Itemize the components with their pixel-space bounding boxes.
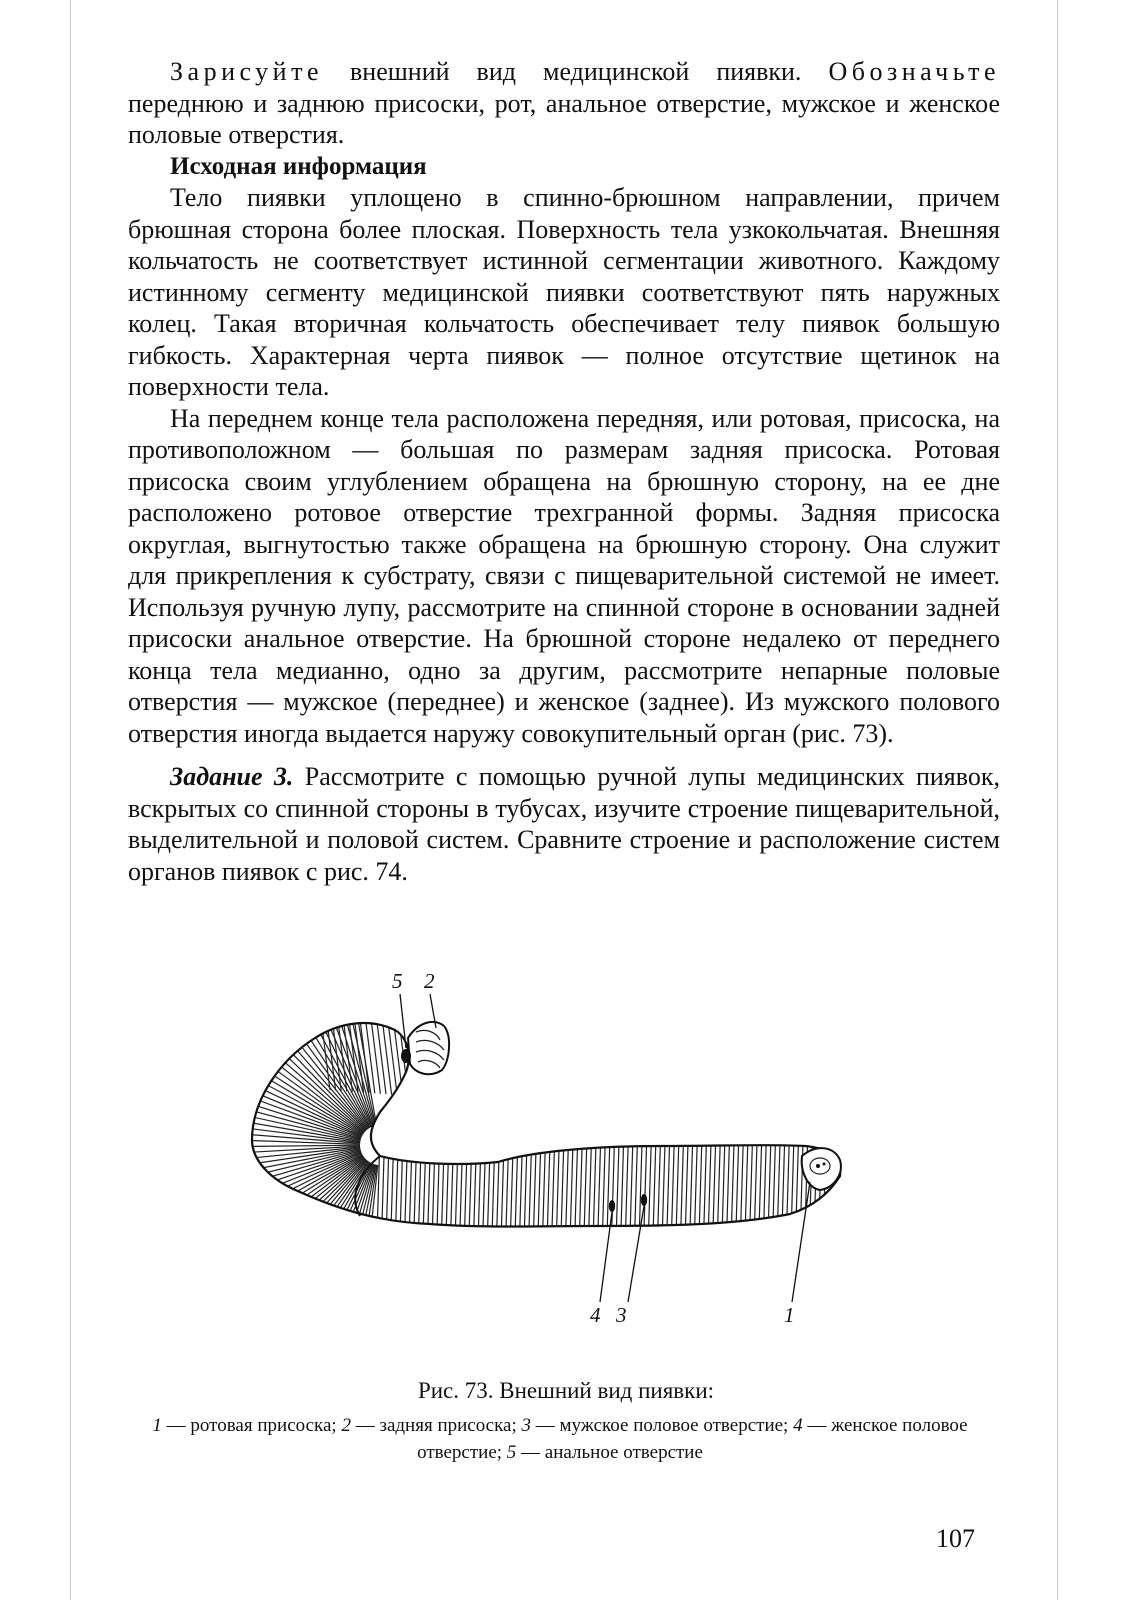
legend-text-1: — ротовая присоска;	[161, 1415, 342, 1436]
posterior-sucker	[408, 1022, 449, 1074]
instruction-text-2: переднюю и заднюю присоски, рот, анальное отверстие, мужское и женское половые отверстия.	[128, 88, 1000, 149]
figure-label-4: 4	[590, 1303, 601, 1327]
figure-label-3: 3	[616, 1303, 627, 1327]
section-heading: Исходная информация	[170, 152, 427, 180]
legend-text-3: — мужское половое отверстие;	[531, 1415, 794, 1436]
legend-num-4: 4	[793, 1415, 803, 1436]
figure-caption-legend	[120, 1412, 1000, 1466]
instruction-emphasis: Обозначьте	[828, 57, 1000, 86]
info-paragraph-2: На переднем конце тела расположена передняя, или ротовая, присоска, на противоположном — большая по размерам задняя присоска. Ротовая присоска своим углублением обращена на брюшную сторону, на ее дне расположено ротовое отверстие трехгранной формы. Задняя присоска округлая, выгнутостью также обращена на брюшную сторону. Она служит для прикрепления к субстрату, связи с пищеварительной системой не имеет. Используя ручную лупу, рассмотрите на спинной стороне в основании задней присоски анальное отверстие. На брюшной стороне недалеко от переднего конца тела медианно, одно за другим, рассмотрите непарные половые отверстия — мужское (переднее) и женское (заднее). Из мужского полового отверстия иногда выдается наружу совокупительный орган (рис. 73).	[128, 403, 1000, 748]
body-text	[128, 56, 1000, 887]
task-label: Задание 3.	[170, 762, 294, 791]
instruction-lead: Зарисуйте	[170, 57, 323, 86]
leech-figure	[230, 960, 890, 1360]
leech-body	[252, 1023, 840, 1226]
legend-num-5: 5	[506, 1442, 517, 1463]
figure-label-5: 5	[392, 969, 403, 993]
task-text: Рассмотрите с помощью ручной лупы медицинских пиявок, вскрытых со спинной стороны в тубусах, изучите строение пищеварительной, выделительной и половой систем. Сравните строение и расположение систем органов пиявок с рис. 74.	[128, 762, 1000, 886]
legend-text-5: — анальное отверстие	[516, 1442, 703, 1463]
legend-num-2: 2	[341, 1415, 351, 1436]
legend-text-2: — задняя присоска;	[350, 1415, 522, 1436]
figure-label-1: 1	[784, 1303, 795, 1327]
legend-num-1: 1	[152, 1415, 162, 1436]
figure-label-2: 2	[424, 969, 435, 993]
instruction-text-1: внешний вид медицинской пиявки.	[323, 57, 829, 86]
page-edge-left	[70, 0, 71, 1600]
figure-caption-title: Рис. 73. Внешний вид пиявки:	[417, 1378, 715, 1403]
instruction-paragraph	[128, 56, 1000, 151]
anal-opening	[401, 1049, 411, 1063]
female-genital-opening	[609, 1200, 615, 1212]
page-edge-right	[1057, 0, 1058, 1600]
legend-text-4: — женское половое отверстие;	[417, 1415, 968, 1463]
male-genital-opening	[641, 1194, 647, 1206]
page-number: 107	[936, 1524, 975, 1553]
task-paragraph	[128, 761, 1000, 887]
legend-num-3: 3	[521, 1415, 532, 1436]
info-paragraph-1: Тело пиявки уплощено в спинно-брюшном направлении, причем брюшная сторона более плоская. Поверхность тела узкокольчатая. Внешняя кольчатость не соответствует истинной сегментации животного. Каждому истинному сегменту медицинской пиявки соответствуют пять наружных колец. Такая вторичная кольчатость обеспечивает телу пиявок большую гибкость. Характерная черта пиявок — полное отсутствие щетинок на поверхности тела.	[128, 183, 1000, 401]
